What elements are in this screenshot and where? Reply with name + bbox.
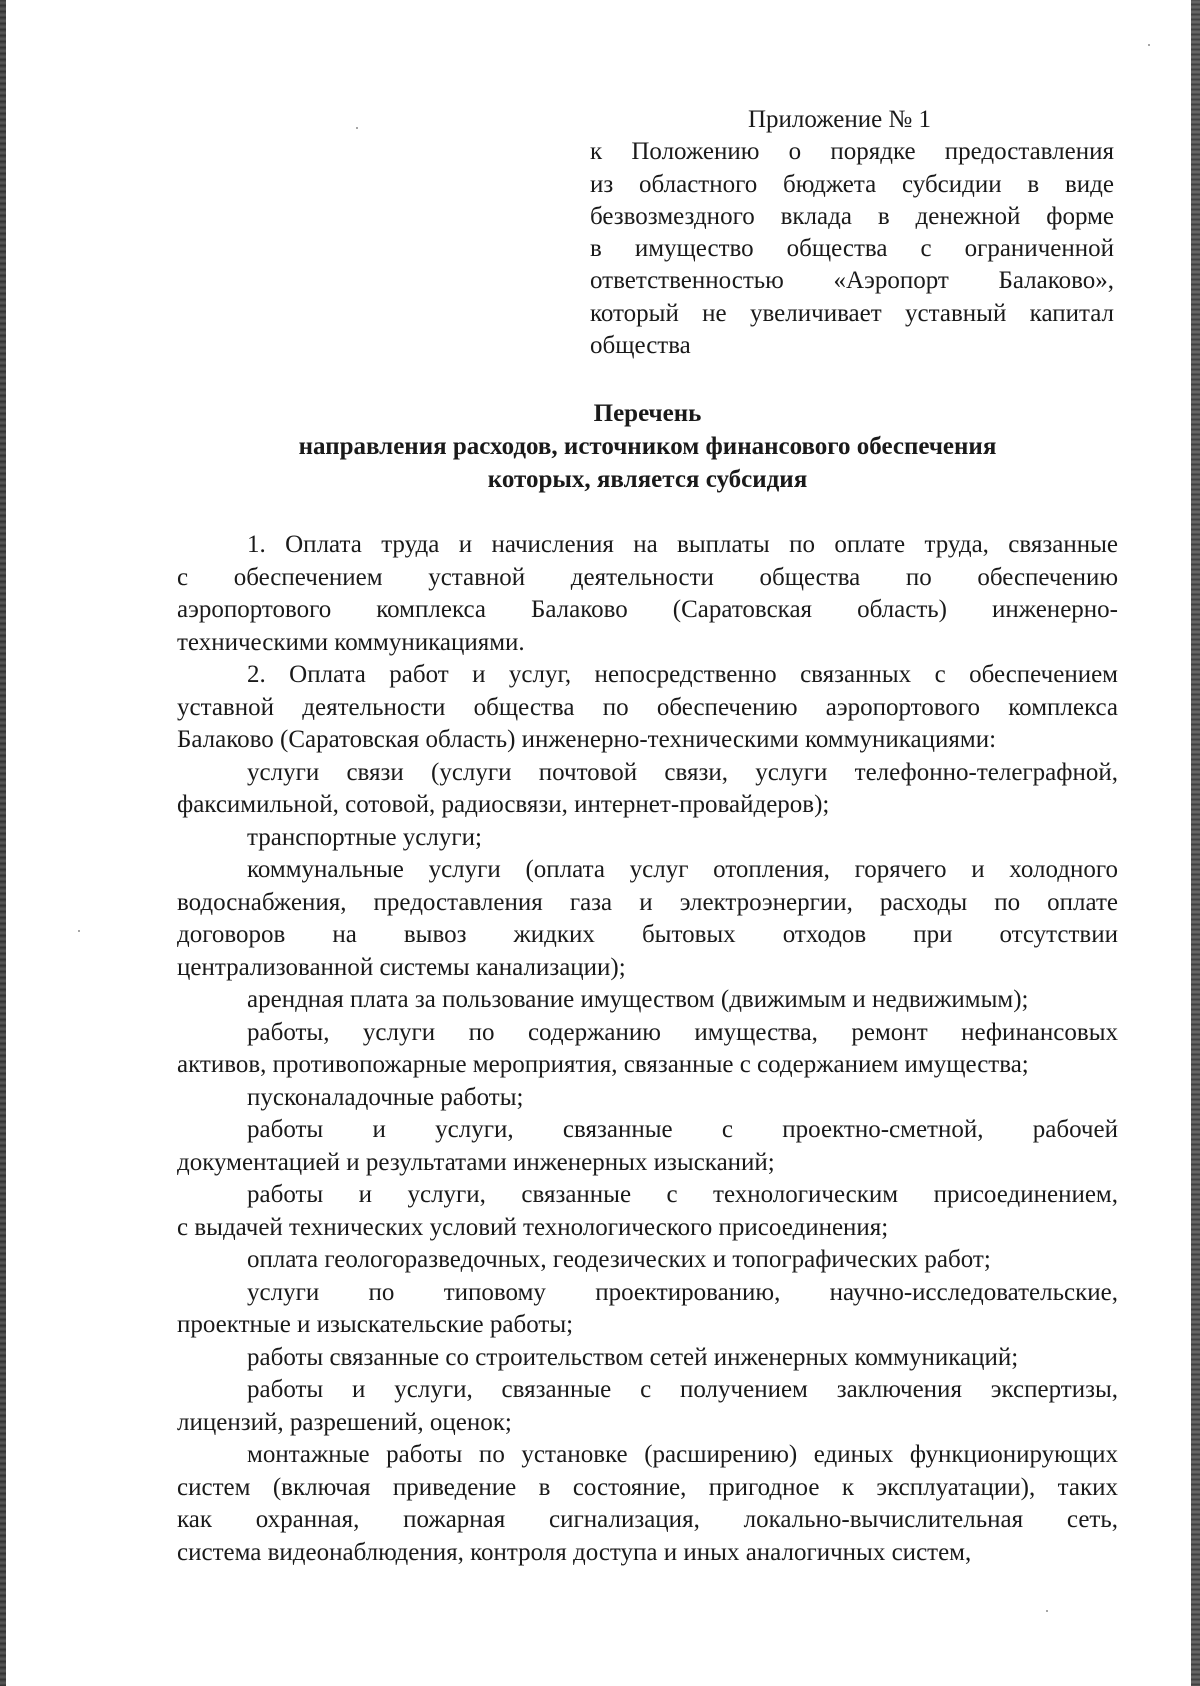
paragraph-line: проектные и изыскательские работы; [177, 1311, 574, 1338]
paragraph-line: работы, услуги по содержанию имущества, ремонт нефинансовых [247, 1018, 1118, 1046]
paragraph-line: договоров на вывоз жидких бытовых отходов при отсутствии [177, 921, 1118, 948]
paragraph-line: аэропортового комплекса Балаково (Саратовская область) инженерно- [177, 596, 1118, 623]
paragraph-line: Балаково (Саратовская область) инженерно-техническими коммуникациями: [177, 726, 997, 753]
appendix-line: в имущество общества с ограниченной [590, 235, 1114, 263]
paragraph-line: работы и услуги, связанные с технологическим присоединением, [247, 1181, 1118, 1208]
paragraph [177, 1017, 1118, 1082]
paragraph-line: лицензий, разрешений, оценок; [177, 1408, 512, 1436]
paragraph-line: активов, противопожарные мероприятия, связанные с содержанием имущества; [177, 1051, 1029, 1078]
paragraph-line: транспортные услуги; [247, 823, 482, 851]
paragraph-line: коммунальные услуги (оплата услуг отопления, горячего и холодного [247, 856, 1118, 883]
title-line: направления расходов, источником финансового обеспечения [298, 433, 997, 460]
scan-edge-right [1191, 0, 1200, 1686]
appendix-number: Приложение № 1 [748, 106, 932, 133]
paragraph-line: 2. Оплата работ и услуг, непосредственно связанных с обеспечением [247, 661, 1118, 688]
appendix-line: общества [590, 332, 691, 360]
paragraph [177, 984, 1118, 1017]
paragraph [177, 659, 1118, 757]
paragraph-line: факсимильной, сотовой, радиосвязи, интернет-провайдеров); [177, 791, 830, 818]
scan-speck [1148, 44, 1150, 46]
paragraph-line: водоснабжения, предоставления газа и электроэнергии, расходы по оплате [177, 888, 1118, 916]
paragraph-line: услуги по типовому проектированию, научно-исследовательские, [247, 1278, 1118, 1306]
paragraph-line: оплата геологоразведочных, геодезических и топографических работ; [247, 1246, 991, 1273]
appendix-block [590, 104, 1114, 362]
paragraph-line: систем (включая приведение в состояние, пригодное к эксплуатации), таких [177, 1473, 1118, 1501]
paragraph [177, 854, 1118, 984]
paragraph-line: документацией и результатами инженерных изысканий; [177, 1148, 775, 1176]
paragraph-line: 1. Оплата труда и начисления на выплаты по оплате труда, связанные [247, 531, 1118, 558]
paragraph-line: техническими коммуникациями. [177, 628, 525, 656]
appendix-line: безвозмездного вклада в денежной форме [590, 202, 1114, 230]
title-line: Перечень [593, 400, 702, 427]
paragraph-line: работы и услуги, связанные с получением заключения экспертизы, [247, 1376, 1118, 1403]
paragraph-line: работы связанные со строительством сетей инженерных коммуникаций; [247, 1343, 1019, 1371]
scan-speck [1046, 1610, 1048, 1612]
scan-speck [356, 127, 358, 129]
appendix-line: ответственностью «Аэропорт Балаково», [590, 267, 1114, 295]
document-title [180, 397, 1115, 496]
appendix-line: из областного бюджета субсидии в виде [590, 170, 1114, 198]
appendix-line: к Положению о порядке предоставления [590, 138, 1114, 166]
paragraph-line: централизованной системы канализации); [177, 953, 626, 981]
scan-edge-left [0, 0, 6, 1686]
paragraph [177, 1244, 1118, 1277]
paragraph-line: услуги связи (услуги почтовой связи, услуги телефонно-телеграфной, [247, 758, 1118, 786]
paragraph-line: с обеспечением уставной деятельности общества по обеспечению [177, 563, 1118, 591]
appendix-line: который не увеличивает уставный капитал [590, 299, 1114, 327]
paragraph [177, 822, 1118, 855]
paragraph [177, 1277, 1118, 1342]
document-body [177, 529, 1118, 1569]
paragraph [177, 1439, 1118, 1569]
paragraph-line: монтажные работы по установке (расширению) единых функционирующих [247, 1441, 1118, 1468]
paragraph-line: уставной деятельности общества по обеспечению аэропортового комплекса [177, 693, 1118, 721]
title-line: которых, является субсидия [487, 466, 808, 493]
paragraph [177, 1374, 1118, 1439]
paragraph-line: пусконаладочные работы; [247, 1083, 524, 1111]
paragraph-line: работы и услуги, связанные с проектно-сметной, рабочей [247, 1116, 1118, 1143]
paragraph [177, 757, 1118, 822]
paragraph-line: система видеонаблюдения, контроля доступа и иных аналогичных систем, [177, 1538, 972, 1566]
scan-speck [78, 930, 80, 932]
paragraph-line: с выдачей технических условий технологического присоединения; [177, 1213, 889, 1241]
paragraph [177, 1114, 1118, 1179]
paragraph [177, 529, 1118, 659]
paragraph [177, 1179, 1118, 1244]
paragraph [177, 1082, 1118, 1115]
paragraph [177, 1342, 1118, 1375]
paragraph-line: арендная плата за пользование имуществом (движимым и недвижимым); [247, 986, 1029, 1013]
paragraph-line: как охранная, пожарная сигнализация, локально-вычислительная сеть, [177, 1506, 1118, 1533]
